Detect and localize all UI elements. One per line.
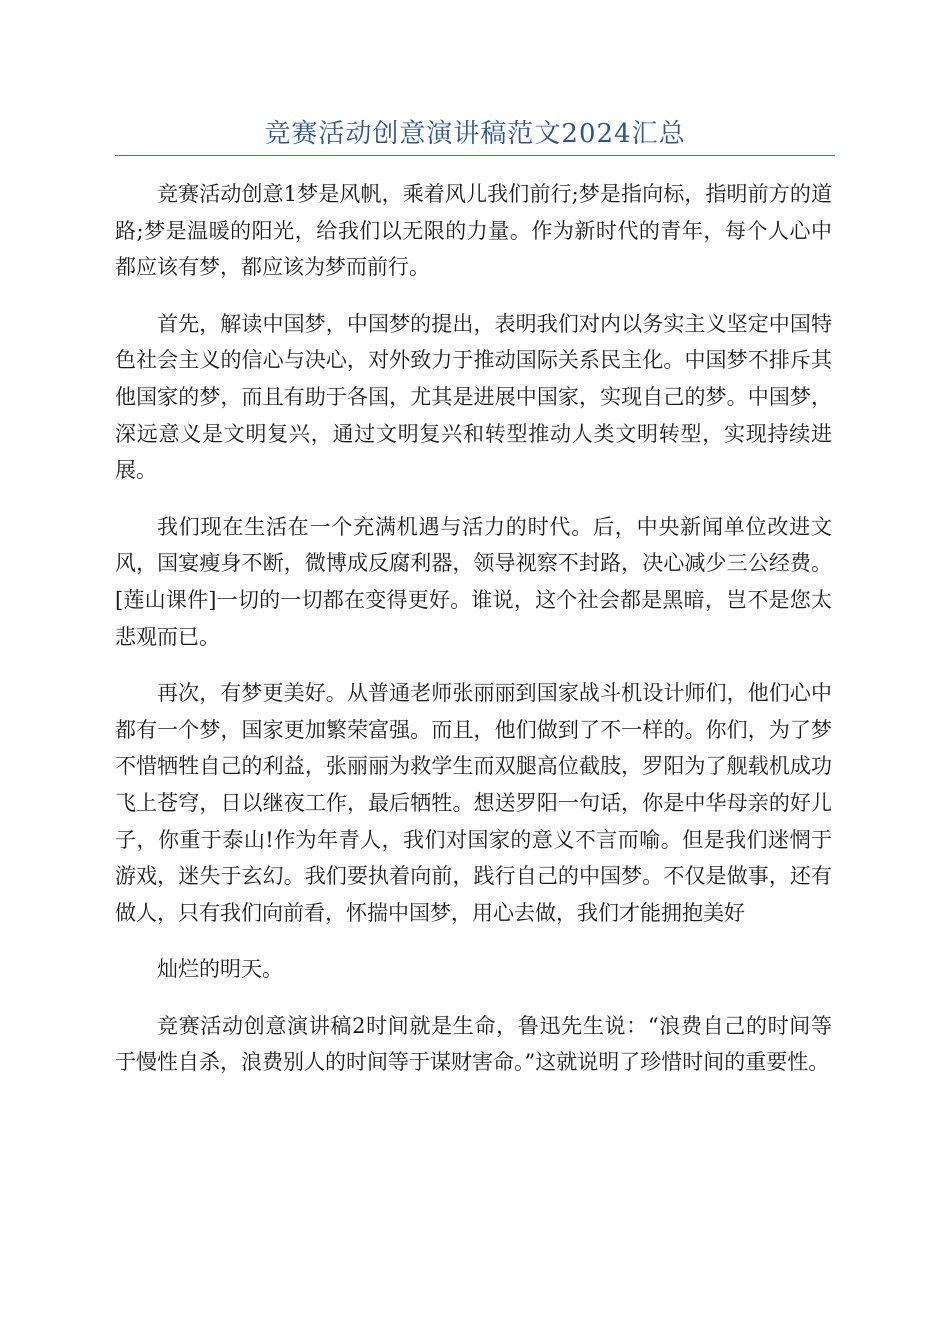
paragraph-4: 再次，有梦更美好。从普通老师张丽丽到国家战斗机设计师们，他们心中都有一个梦，国家更加繁荣富强。而且，他们做到了不一样的。你们，为了梦不惜牺牲自己的利益，张丽丽为救学生而双腿高位截肢，罗阳为了舰载机成功飞上苍穹，日以继夜工作，最后牺牲。想送罗阳一句话，你是中华母亲的好儿子，你重于泰山!作为年青人，我们对国家的意义不言而喻。但是我们迷惘于游戏，迷失于玄幻。我们要执着向前，践行自己的中国梦。不仅是做事，还有做人，只有我们向前看，怀揣中国梦，用心去做，我们才能拥抱美好 [115, 681, 832, 925]
paragraph-6: 竞赛活动创意演讲稿2时间就是生命，鲁迅先生说：“浪费自己的时间等于慢性自杀，浪费别人的时间等于谋财害命。”这就说明了珍惜时间的重要性。 [115, 1013, 832, 1075]
document-body [115, 176, 832, 1101]
paragraph-5: 灿烂的明天。 [157, 957, 283, 982]
document-title: 竞赛活动创意演讲稿范文2024汇总 [264, 119, 686, 149]
title-underline [115, 155, 835, 156]
paragraph-2: 首先，解读中国梦，中国梦的提出，表明我们对内以务实主义坚定中国特色社会主义的信心与决心，对外致力于推动国际关系民主化。中国梦不排斥其他国家的梦，而且有助于各国，尤其是进展中国家，实现自己的梦。中国梦，深远意义是文明复兴，通过文明复兴和转型推动人类文明转型，实现持续进展。 [115, 311, 832, 483]
paragraph-1: 竞赛活动创意1梦是风帆，乘着风儿我们前行;梦是指向标，指明前方的道路;梦是温暖的阳光，给我们以无限的力量。作为新时代的青年，每个人心中都应该有梦，都应该为梦而前行。 [115, 182, 832, 280]
paragraph-3: 我们现在生活在一个充满机遇与活力的时代。后，中央新闻单位改进文风，国宴瘦身不断，微博成反腐利器，领导视察不封路，决心减少三公经费。[莲山课件]一切的一切都在变得更好。谁说，这个社会都是黑暗，岂不是您太悲观而已。 [115, 514, 832, 649]
